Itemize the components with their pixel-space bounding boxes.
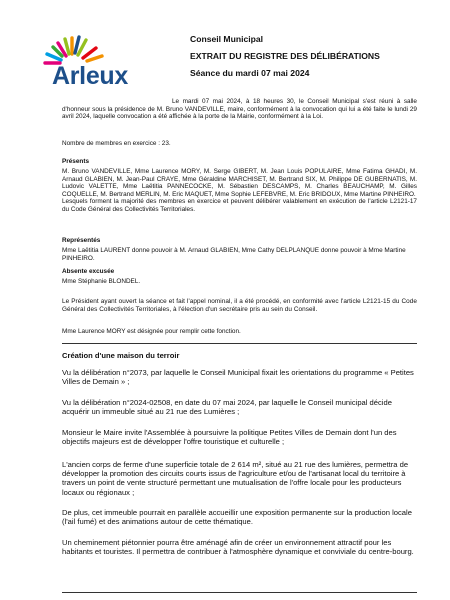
deliberation-paragraph: Vu la délibération n°2024-02508, en date du 07 mai 2024, par laquelle le Conseil municipal décide acquérir un immeuble situé au 21 rue des Lumières ; bbox=[62, 398, 392, 417]
session-date: Séance du mardi 07 mai 2024 bbox=[190, 68, 310, 78]
divider-bottom bbox=[62, 592, 417, 593]
deliberation-paragraph: Vu la délibération n°2073, par laquelle le Conseil Municipal fixait les orientations du programme « Petites Villes de Demain » ; bbox=[62, 368, 414, 387]
deliberation-paragraph: L'ancien corps de ferme d'une superficie totale de 2 614 m², situé au 21 rue des lumières, permettra de développer la promotion des circuits courts issus de l'agriculture et/ou de l'artisanat local du territoire à travers un point de vente structuré permettant une mutualisation de l'offre locale pour les producteurs locaux ou régionaux ; bbox=[62, 460, 409, 497]
header-subtitle: EXTRAIT DU REGISTRE DES DÉLIBÉRATIONS bbox=[190, 51, 380, 61]
represented-heading: Représentés bbox=[62, 237, 101, 244]
deliberation-paragraph: Monsieur le Maire invite l'Assemblée à poursuivre la politique Petites Villes de Demain dont l'un des objectifs majeurs est de développer l'offre touristique et culturelle ; bbox=[62, 428, 397, 447]
absent-heading: Absente excusée bbox=[62, 268, 115, 275]
deliberation-paragraph: De plus, cet immeuble pourrait en parallèle accueillir une exposition permanente sur la production locale (l'ail fumé) et des animations autour de cette thématique. bbox=[62, 508, 412, 527]
intro-paragraph: Le mardi 07 mai 2024, à 18 heures 30, le Conseil Municipal s'est réuni à salle d'honneur sous la présidence de M. Bruno VANDEVILLE, maire, conformément à la convocation qui lui a été faite le lundi 29 avril 2024, laquelle convocation a été affichée à la porte de la Mairie, conformément à la Loi. bbox=[62, 98, 417, 121]
represented-list: Mme Laëtitia LAURENT donne pouvoir à M. Arnaud GLABIEN, Mme Cathy DELPLANQUE donne pouvoir à Mme Martine PINHEIRO. bbox=[62, 247, 406, 262]
absent-list: Mme Stéphanie BLONDEL. bbox=[62, 278, 141, 285]
arleux-logo bbox=[36, 26, 156, 101]
members-count: Nombre de membres en exercice : 23. bbox=[62, 140, 171, 147]
presents-section bbox=[62, 168, 417, 214]
president-note: Le Président ayant ouvert la séance et fait l'appel nominal, il a été procédé, en conformité avec l'article L2121-15 du Code Général des Collectivités Territoriales, à l'élection d'un secrétaire pris au sein du Conseil. bbox=[62, 298, 417, 313]
secretary-note: Mme Laurence MORY est désignée pour remplir cette fonction. bbox=[62, 328, 241, 335]
divider-top bbox=[62, 343, 417, 344]
quorum-statement: Lesquels forment la majorité des membres en exercice et peuvent délibérer valablement en exécution de l'article L2121-17 du Code Général des Collectivités Territoriales. bbox=[62, 198, 417, 213]
header-title: Conseil Municipal bbox=[190, 34, 264, 44]
deliberation-title: Création d'une maison du terroir bbox=[62, 351, 180, 360]
presents-heading: Présents bbox=[62, 158, 89, 165]
document-header bbox=[190, 34, 430, 78]
deliberation-paragraph: Un cheminement piétonnier pourra être aménagé afin de créer un environnement attractif pour les habitants et touristes. Il permettra de contribuer à l'atmosphère dynamique et conviviale du centre-bourg. bbox=[62, 538, 414, 557]
presents-list: M. Bruno VANDEVILLE, Mme Laurence MORY, M. Serge GIBERT, M. Jean Louis POPULAIRE, Mme Fatima GHADI, M. Arnaud GLABIEN, M. Jean-Paul CRAYE, Mme Géraldine MARCHISET, M. Bertrand SIX, M. Philippe DE GUBERNATIS, M. Ludovic VALETTE, Mme Laëtitia PANNECOCKE, M. Sébastien DESCAMPS, M. Charles BEAUCHAMP, M. Gilles COQUELLE, M. Bertrand MERLIN, M. Eric MAQUET, Mme Sophie LEFEBVRE, M. Eric BRIDOUX, Mme Martine PINHEIRO. bbox=[62, 168, 417, 198]
logo-wordmark: Arleux bbox=[52, 62, 129, 90]
